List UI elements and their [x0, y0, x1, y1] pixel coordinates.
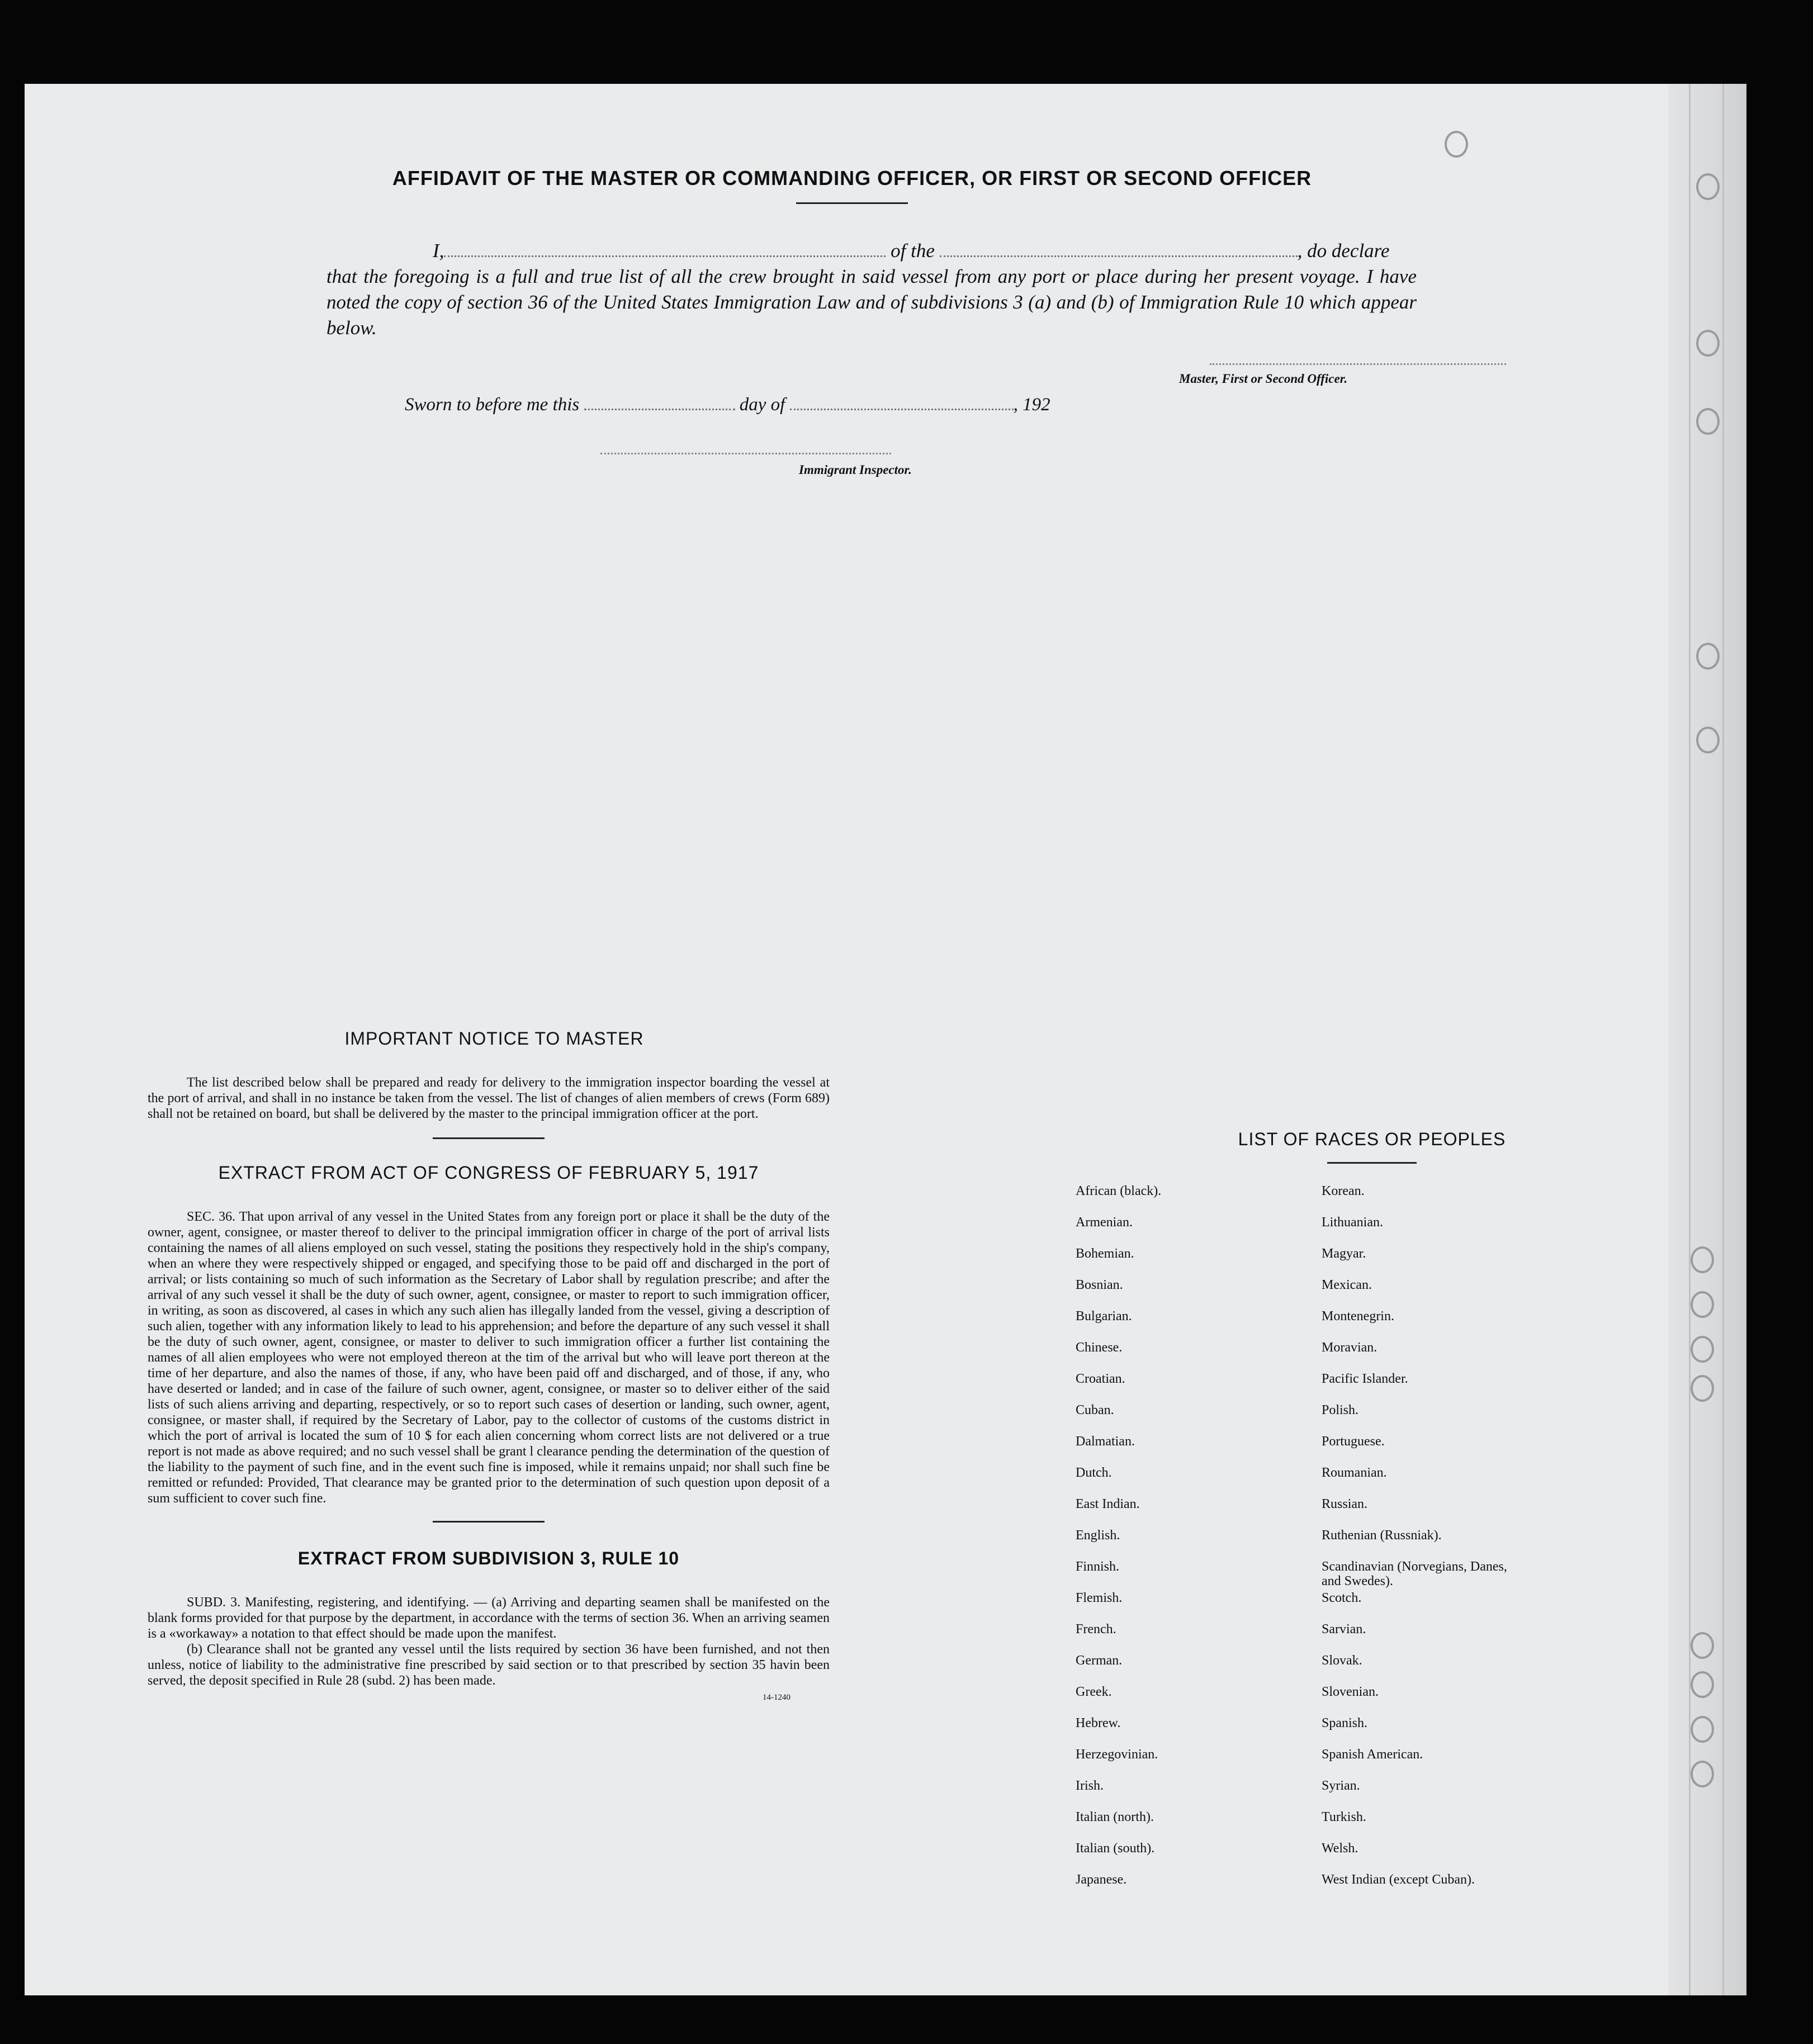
race-item: Roumanian.: [1322, 1466, 1387, 1480]
race-item: Korean.: [1322, 1184, 1365, 1198]
act-extract-text: SEC. 36. That upon arrival of any vessel in the United States from any foreign port or place it shall be the duty of the owner, agent, consignee, or master thereof to deliver to the principal immigration officer in charge of the port of arrival lists containing the names of all aliens employed on such vessel, stating the positions they respectively hold in the ship's company, when an where they were respectively shipped or engaged, and specifying those to be paid off and discharged in the port of arrival; or lists containing so much of such information as the Secretary of Labor shall by regulation prescribe; and after the arrival of any such vessel it shall be the duty of such owner, agent, consignee, or master to report to such immigration officer, in writing, as soon as discovered, al cases in which any such alien has illegally landed from the vessel, giving a description of such alien, together with any information likely to lead to his apprehension; and before the departure of any such vessel it shall be the duty of such owner, agent, consignee, or master to deliver to such immigration officer a further list containing the names of all alien employees who were not employed thereon at the tim of the arrival but who will leave port thereon at the time of her departure, and also the names of those, if any, who have been paid off and discharged, and of those, if any, who have deserted or landed; and in case of the failure of such owner, agent, consignee, or master so to deliver either of the said lists of such aliens arriving and departing, respectively, or so to report such cases of desertion or landing, such owner, agent, consignee, or master shall, if required by the Secretary of Labor, pay to the collector of customs of the customs district in which the port of arrival is located the sum of 10 $ for each alien concerning whom correct lists are not delivered or a true report is not made as above required; and no such vessel shall be grant l clearance pending the determination of the question of the liability to the payment of such fine, and in the event such fine is imposed, while it remains unpaid; nor shall such fine be remitted or refunded: Provided, That clearance may be granted prior to the determination of such question upon deposit of a sum sufficient to cover such fine.: [148, 1210, 830, 1506]
race-item: Dutch.: [1076, 1466, 1112, 1480]
races-list: [1076, 1184, 1668, 1904]
race-item: Flemish.: [1076, 1591, 1123, 1605]
punch-hole: [1696, 643, 1720, 670]
race-item: Irish.: [1076, 1779, 1104, 1793]
race-item: East Indian.: [1076, 1497, 1140, 1511]
punch-hole: [1696, 173, 1720, 200]
race-item: German.: [1076, 1653, 1123, 1668]
affidavit-declaration-line: I, of the , do declare: [433, 240, 1390, 262]
punch-hole: [1696, 330, 1720, 357]
form-number: 14-1240: [763, 1693, 790, 1702]
race-item: Cuban.: [1076, 1403, 1114, 1417]
page-edge-line: [1722, 84, 1724, 1995]
punch-hole: [1445, 131, 1468, 158]
race-item: Armenian.: [1076, 1215, 1133, 1230]
inspector-label: Immigrant Inspector.: [799, 463, 912, 477]
race-item: Greek.: [1076, 1685, 1112, 1699]
race-item: West Indian (except Cuban).: [1322, 1872, 1475, 1887]
notice-column: [148, 1028, 830, 1702]
races-column: [1076, 1129, 1668, 1904]
race-item: Croatian.: [1076, 1372, 1125, 1386]
section-rule: [433, 1521, 545, 1523]
rule-extract-text: [148, 1595, 830, 1689]
affidavit-title: AFFIDAVIT OF THE MASTER OR COMMANDING OFFICER, OR FIRST OR SECOND OFFICER: [321, 167, 1383, 204]
document-page: [25, 84, 1746, 1995]
month-blank[interactable]: [790, 409, 1014, 410]
punch-hole: [1691, 1671, 1714, 1698]
day-blank[interactable]: [584, 409, 735, 410]
notice-text: The list described below shall be prepared and ready for delivery to the immigration inspector boarding the vessel at the port of arrival, and shall in no instance be taken from the vessel. The list of changes of alien members of crews (Form 689) shall not be retained on board, but shall be delivered by the master to the principal immigration officer at the port.: [148, 1075, 830, 1121]
rule-extract-title: EXTRACT FROM SUBDIVISION 3, RULE 10: [297, 1548, 680, 1568]
act-extract-title: EXTRACT FROM ACT OF CONGRESS OF FEBRUARY 5, 1917: [218, 1163, 759, 1183]
race-item: Portuguese.: [1322, 1434, 1385, 1449]
section-rule: [433, 1137, 545, 1139]
race-item: Bulgarian.: [1076, 1309, 1132, 1324]
name-blank[interactable]: [444, 255, 886, 257]
sworn-line: Sworn to before me this day of , 192: [405, 395, 1050, 415]
punch-hole: [1696, 408, 1720, 435]
rule-paragraph-a: SUBD. 3. Manifesting, registering, and identifying. — (a) Arriving and departing seamen shall be manifested on the blank forms provided for that purpose by the department, in accordance with the terms of section 36. When an arriving seamen is a «workaway» a notation to that effect should be made upon the manifest.: [148, 1595, 830, 1641]
race-item: Montenegrin.: [1322, 1309, 1394, 1324]
punch-hole: [1691, 1761, 1714, 1787]
punch-hole: [1691, 1716, 1714, 1743]
race-item: Welsh.: [1322, 1841, 1358, 1856]
race-item: Slovak.: [1322, 1653, 1362, 1668]
page-edge: [1668, 84, 1746, 1995]
race-item: Herzegovinian.: [1076, 1747, 1158, 1762]
races-title-rule: [1327, 1162, 1417, 1164]
officer-signature-label: Master, First or Second Officer.: [1179, 372, 1348, 386]
affidavit-text: that the foregoing is a full and true list of all the crew brought in said vessel from any port or place during her present voyage. I have noted the copy of section 36 of the United States Immigration Law and of subdivisions 3 (a) and (b) of Immigration Rule 10 which appear below.: [326, 265, 1417, 339]
race-item: Polish.: [1322, 1403, 1359, 1417]
race-item: Dalmatian.: [1076, 1434, 1135, 1449]
races-column-1: [1076, 1184, 1322, 1904]
race-item: Lithuanian.: [1322, 1215, 1383, 1230]
punch-hole: [1696, 727, 1720, 753]
race-item: Mexican.: [1322, 1278, 1372, 1292]
race-item: Slovenian.: [1322, 1685, 1379, 1699]
race-item: Turkish.: [1322, 1810, 1366, 1824]
punch-hole: [1691, 1246, 1714, 1273]
race-item: Spanish.: [1322, 1716, 1368, 1730]
race-item: Magyar.: [1322, 1246, 1366, 1261]
officer-signature-line[interactable]: [1210, 363, 1506, 365]
race-item: Pacific Islander.: [1322, 1372, 1408, 1386]
race-item: Moravian.: [1322, 1340, 1377, 1355]
race-item: Italian (north).: [1076, 1810, 1154, 1824]
race-item: Italian (south).: [1076, 1841, 1155, 1856]
title-rule: [796, 202, 908, 204]
rule-paragraph-b: (b) Clearance shall not be granted any vessel until the lists required by section 36 have been furnished, and not then unless, notice of liability to the administrative fine prescribed by said section or to that prescribed by section 35 havin been served, the deposit specified in Rule 28 (subd. 2) has been made.: [148, 1642, 830, 1688]
race-item: Ruthenian (Russniak).: [1322, 1528, 1442, 1543]
punch-hole: [1691, 1291, 1714, 1318]
notice-title: IMPORTANT NOTICE TO MASTER: [344, 1028, 644, 1049]
race-item: Russian.: [1322, 1497, 1368, 1511]
race-item: African (black).: [1076, 1184, 1162, 1198]
race-item: Spanish American.: [1322, 1747, 1423, 1762]
race-item: Bohemian.: [1076, 1246, 1134, 1261]
race-item: Hebrew.: [1076, 1716, 1121, 1730]
punch-hole: [1691, 1375, 1714, 1402]
race-item: Bosnian.: [1076, 1278, 1123, 1292]
races-column-2: [1322, 1184, 1523, 1904]
race-item: French.: [1076, 1622, 1116, 1637]
vessel-blank[interactable]: [940, 255, 1298, 257]
race-item: Japanese.: [1076, 1872, 1127, 1887]
punch-hole: [1691, 1336, 1714, 1363]
race-item: Finnish.: [1076, 1559, 1120, 1574]
race-item: English.: [1076, 1528, 1120, 1543]
race-item: Sarvian.: [1322, 1622, 1366, 1637]
affidavit-body: [326, 238, 1417, 341]
race-item: Scotch.: [1322, 1591, 1362, 1605]
page-edge-line: [1689, 84, 1691, 1995]
race-item: Chinese.: [1076, 1340, 1123, 1355]
race-item: Syrian.: [1322, 1779, 1360, 1793]
race-item: Scandinavian (Norvegians, Danes, and Swedes).: [1322, 1559, 1507, 1588]
races-title: LIST OF RACES OR PEOPLES: [1238, 1129, 1506, 1149]
punch-hole: [1691, 1632, 1714, 1659]
inspector-signature-line[interactable]: [600, 453, 891, 454]
